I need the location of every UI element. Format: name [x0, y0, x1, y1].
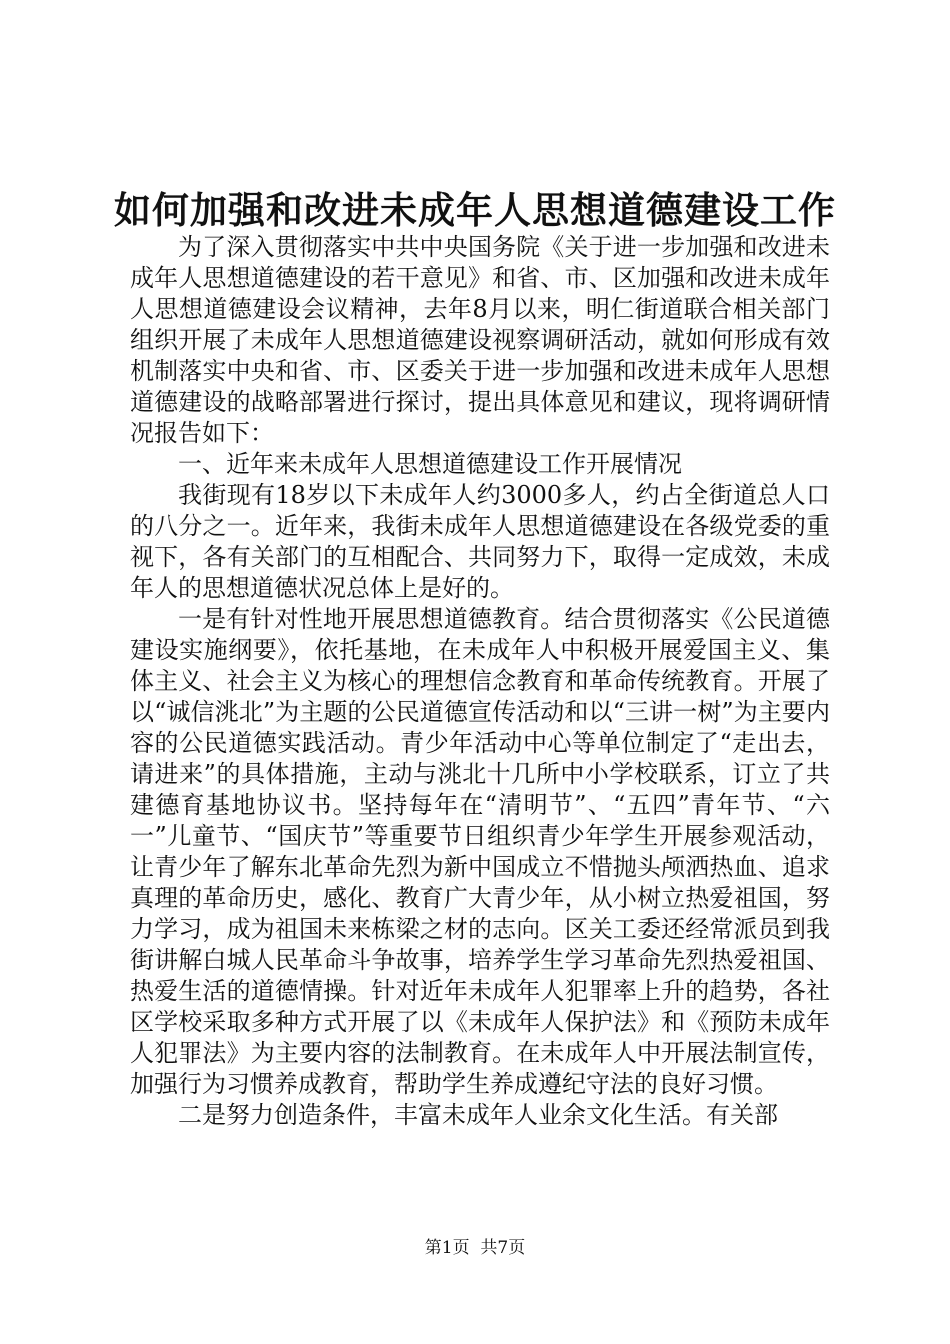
document-body	[130, 232, 830, 1131]
paragraph-overview: 我街现有18岁以下未成年人约3000多人，约占全街道总人口的八分之一。近年来，我街未成年人思想道德建设在各级党委的重视下，各有关部门的互相配合、共同努力下，取得一定成效，未成年人的思想道德状况总体上是好的。	[130, 481, 830, 602]
document-title: 如何加强和改进未成年人思想道德建设工作	[114, 188, 836, 232]
paragraph-intro: 为了深入贯彻落实中共中央国务院《关于进一步加强和改进未成年人思想道德建设的若干意见》和省、市、区加强和改进未成年人思想道德建设会议精神，去年8月以来，明仁街道联合相关部门组织开展了未成年人思想道德建设视察调研活动，就如何形成有效机制落实中央和省、市、区委关于进一步加强和改进未成年人思想道德建设的战略部署进行探讨，提出具体意见和建议，现将调研情况报告如下：	[130, 233, 830, 447]
page-footer: 第1页 共7页	[424, 1238, 526, 1258]
paragraph-point-two: 二是努力创造条件，丰富未成年人业余文化生活。有关部	[178, 1101, 778, 1129]
section-heading: 一、近年来未成年人思想道德建设工作开展情况	[178, 450, 682, 478]
paragraph-point-one: 一是有针对性地开展思想道德教育。结合贯彻落实《公民道德建设实施纲要》，依托基地，在未成年人中积极开展爱国主义、集体主义、社会主义为核心的理想信念教育和革命传统教育。开展了以“诚信洮北”为主题的公民道德宣传活动和以“三讲一树”为主要内容的公民道德实践活动。青少年活动中心等单位制定了“走出去，请进来”的具体措施，主动与洮北十几所中小学校联系，订立了共建德育基地协议书。坚持每年在“清明节”、“五四”青年节、“六一”儿童节、“国庆节”等重要节日组织青少年学生开展参观活动，让青少年了解东北革命先烈为新中国成立不惜抛头颅洒热血、追求真理的革命历史，感化、教育广大青少年，从小树立热爱祖国，努力学习，成为祖国未来栋梁之材的志向。区关工委还经常派员到我街讲解白城人民革命斗争故事，培养学生学习革命先烈热爱祖国、热爱生活的道德情操。针对近年未成年人犯罪率上升的趋势，各社区学校采取多种方式开展了以《未成年人保护法》和《预防未成年人犯罪法》为主要内容的法制教育。在未成年人中开展法制宣传，加强行为习惯养成教育，帮助学生养成遵纪守法的良好习惯。	[130, 605, 830, 1098]
